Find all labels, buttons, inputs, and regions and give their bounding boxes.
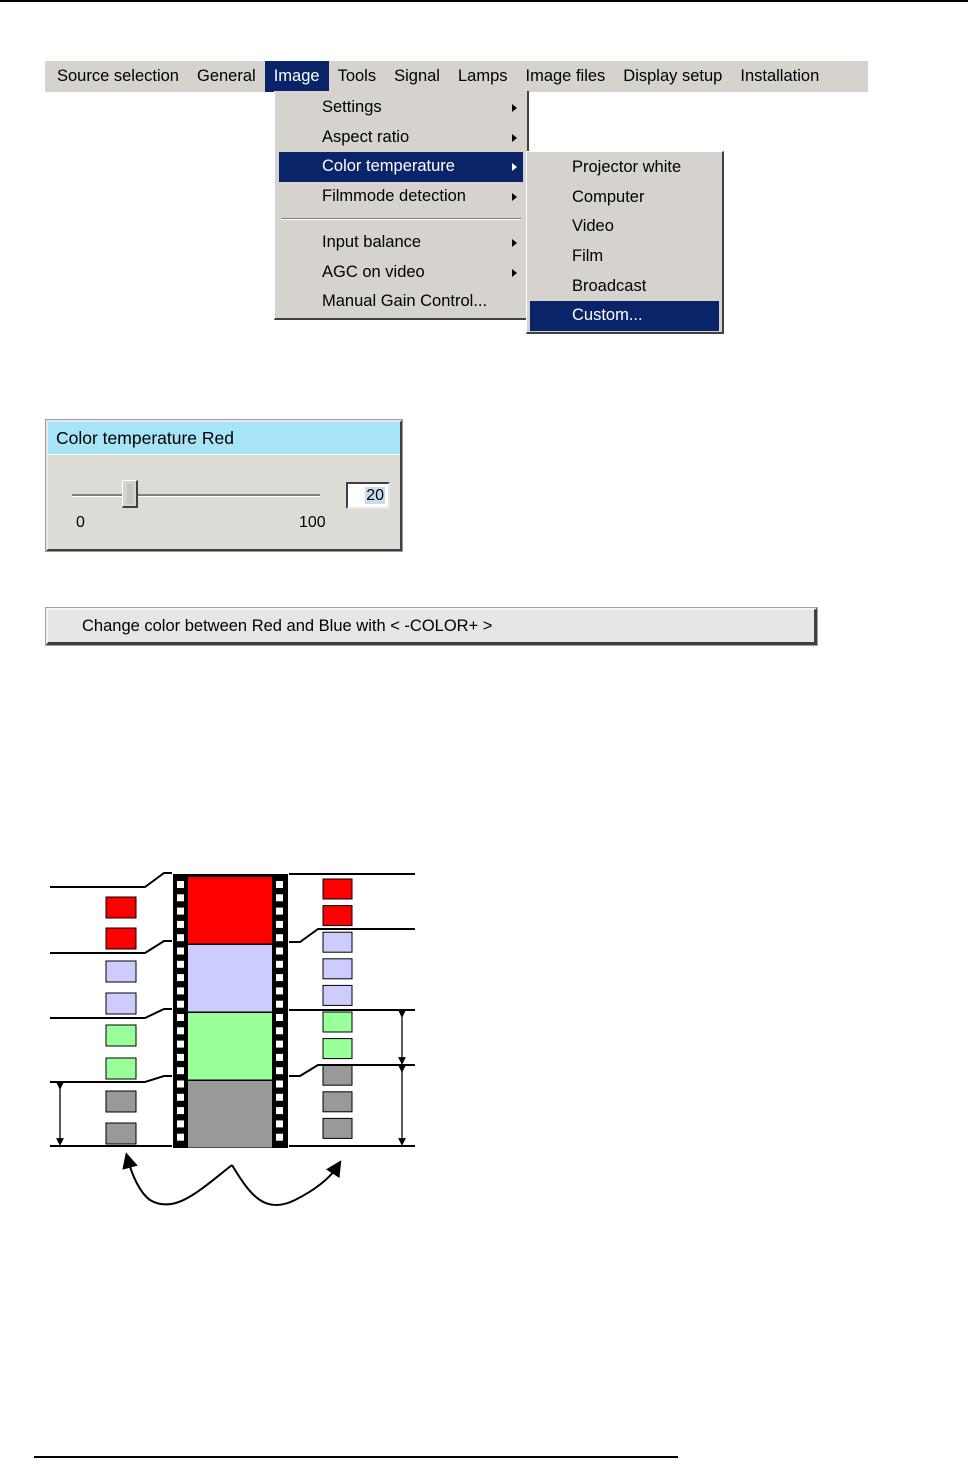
color-temperature-submenu xyxy=(526,151,724,334)
submenu-arrow-icon xyxy=(512,239,517,247)
field-block-left-green xyxy=(106,1025,136,1046)
submenu-arrow-icon xyxy=(512,269,517,277)
field-block-left-red xyxy=(106,928,136,949)
menu-item-label: AGC on video xyxy=(322,262,425,281)
sprocket-hole xyxy=(276,1120,283,1127)
field-block-left-gray xyxy=(106,1123,136,1144)
film-frame-blue xyxy=(188,945,272,1012)
menu-image-files[interactable]: Image files xyxy=(525,67,606,85)
sprocket-hole xyxy=(276,921,283,928)
field-block-right-red xyxy=(323,879,352,899)
field-block-right-blue xyxy=(323,959,352,979)
sprocket-hole xyxy=(276,1094,283,1101)
sprocket-hole xyxy=(177,908,184,915)
menu-item-agc-on-video[interactable] xyxy=(279,258,523,288)
menu-installation[interactable]: Installation xyxy=(740,67,820,85)
menu-item-label: Filmmode detection xyxy=(322,186,466,205)
sprocket-hole xyxy=(177,1014,184,1021)
status-bar: Change color between Red and Blue with < -COLOR+ > xyxy=(46,608,817,645)
sprocket-hole xyxy=(276,974,283,981)
sprocket-hole xyxy=(276,908,283,915)
submenu-arrow-icon xyxy=(512,134,517,142)
value-input[interactable] xyxy=(346,482,390,509)
slider-min-label: 0 xyxy=(76,514,85,531)
sprocket-hole xyxy=(276,1027,283,1034)
submenu-arrow-icon xyxy=(512,193,517,201)
sprocket-hole xyxy=(177,961,184,968)
sprocket-hole xyxy=(177,1054,184,1061)
menu-item-label: Manual Gain Control... xyxy=(322,292,488,310)
slider-thumb[interactable] xyxy=(122,480,138,508)
menu-item-color-temperature[interactable] xyxy=(279,152,523,182)
field-block-left-blue xyxy=(106,993,136,1014)
menu-item-input-balance[interactable] xyxy=(279,228,523,258)
field-block-left-blue xyxy=(106,961,136,982)
sprocket-hole xyxy=(276,1001,283,1008)
menu-general[interactable]: General xyxy=(197,67,256,85)
submenu-item-broadcast[interactable]: Broadcast xyxy=(572,276,647,295)
film-frame-green xyxy=(188,1013,272,1080)
submenu-item-custom[interactable]: Custom... xyxy=(530,301,719,331)
image-dropdown-menu xyxy=(274,91,529,320)
field-block-right-gray xyxy=(323,1065,352,1085)
top-rule xyxy=(0,0,968,2)
curved-arrows xyxy=(128,1160,337,1205)
field-block-right-green xyxy=(323,1039,352,1059)
submenu-item-video[interactable]: Video xyxy=(572,217,614,236)
menu-signal[interactable]: Signal xyxy=(394,67,440,85)
field-block-left-gray xyxy=(106,1091,136,1112)
menu-display-setup[interactable]: Display setup xyxy=(623,67,723,85)
sprocket-hole xyxy=(177,1067,184,1074)
sprocket-hole xyxy=(276,961,283,968)
sprocket-hole xyxy=(177,881,184,888)
field-block-right-green xyxy=(323,1012,352,1032)
sprocket-hole xyxy=(276,1014,283,1021)
sprocket-hole xyxy=(177,1120,184,1127)
menu-image[interactable]: Image xyxy=(265,61,329,92)
sprocket-hole xyxy=(276,1067,283,1074)
film-pulldown-diagram xyxy=(0,860,968,1220)
sprocket-hole xyxy=(177,921,184,928)
menu-item-label: Input balance xyxy=(322,233,422,251)
menu-item-label: Aspect ratio xyxy=(322,127,410,146)
sprocket-hole xyxy=(276,948,283,955)
film-frame-red xyxy=(188,877,272,944)
dialog-title: Color temperature Red xyxy=(48,422,400,455)
sprocket-hole xyxy=(177,948,184,955)
menu-item-label: Color temperature xyxy=(322,157,455,175)
menu-item-manual-gain-control[interactable] xyxy=(279,287,523,317)
sprocket-hole xyxy=(177,1001,184,1008)
sprocket-hole xyxy=(276,1107,283,1114)
submenu-item-film[interactable]: Film xyxy=(572,247,604,266)
sprocket-hole xyxy=(177,1041,184,1048)
sprocket-hole xyxy=(177,1027,184,1034)
sprocket-hole xyxy=(276,1054,283,1061)
menu-item-filmmode-detection[interactable] xyxy=(279,182,523,212)
submenu-arrow-icon xyxy=(512,104,517,112)
sprocket-hole xyxy=(276,934,283,941)
submenu-item-projector-white[interactable]: Projector white xyxy=(572,158,682,176)
color-temperature-dialog xyxy=(46,420,402,551)
sprocket-hole xyxy=(177,987,184,994)
menu-item-label: Settings xyxy=(322,98,382,116)
field-block-left-green xyxy=(106,1058,136,1079)
sprocket-hole xyxy=(276,1134,283,1141)
slider-track[interactable] xyxy=(72,494,320,497)
menu-item-aspect-ratio[interactable] xyxy=(279,123,523,153)
menu-separator xyxy=(281,218,521,220)
sprocket-hole xyxy=(177,1134,184,1141)
field-block-right-blue xyxy=(323,932,352,952)
sprocket-hole xyxy=(276,987,283,994)
slider-max-label: 100 xyxy=(299,514,326,531)
sprocket-hole xyxy=(177,1094,184,1101)
sprocket-hole xyxy=(177,1081,184,1088)
value-text: 20 xyxy=(366,487,384,504)
field-block-right-gray xyxy=(323,1118,352,1138)
field-block-right-gray xyxy=(323,1092,352,1112)
field-block-right-blue xyxy=(323,985,352,1005)
sprocket-hole xyxy=(276,1081,283,1088)
menu-source-selection[interactable]: Source selection xyxy=(57,67,179,85)
menu-bar xyxy=(45,61,868,92)
submenu-item-computer[interactable]: Computer xyxy=(572,187,645,206)
sprocket-hole xyxy=(276,881,283,888)
submenu-arrow-icon xyxy=(512,163,517,171)
menu-lamps[interactable]: Lamps xyxy=(457,67,508,85)
sprocket-hole xyxy=(276,894,283,901)
menu-item-settings[interactable] xyxy=(279,93,523,123)
sprocket-hole xyxy=(177,934,184,941)
sprocket-hole xyxy=(177,974,184,981)
field-block-right-red xyxy=(323,906,352,926)
field-block-left-red xyxy=(106,897,136,918)
sprocket-hole xyxy=(177,1107,184,1114)
dialog-body xyxy=(50,456,398,547)
bottom-rule xyxy=(34,1456,678,1458)
film-frame-gray xyxy=(188,1081,272,1148)
sprocket-hole xyxy=(276,1041,283,1048)
menu-tools[interactable]: Tools xyxy=(337,67,377,85)
sprocket-hole xyxy=(177,894,184,901)
